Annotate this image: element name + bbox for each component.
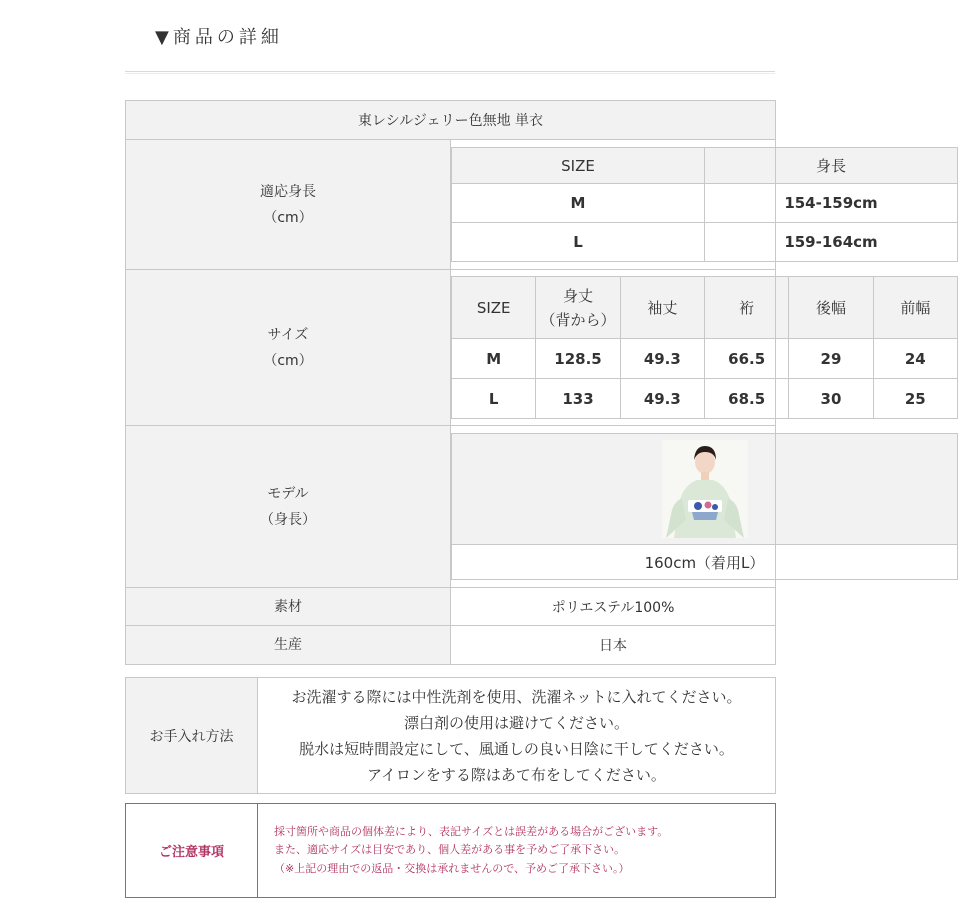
height-label [126,140,451,270]
heading-divider [125,71,775,74]
height-header-size: SIZE [452,148,705,184]
model-table-cell [451,426,776,588]
size-header-length-main: 身丈 [562,286,593,305]
notice-line: （※上記の理由での返品・交換は承れませんので、予めご了承下さい。） [274,861,630,875]
size-header-length-sub: （背から） [540,310,616,329]
notice-label: ご注意事項 [126,804,258,898]
size-cell: 29 [789,339,873,379]
notice-line: 採寸箇所や商品の個体差により、表記サイズとは誤差がある場合がございます。 [274,824,669,838]
size-cell: L [452,379,536,419]
size-cell: M [452,339,536,379]
size-table-cell [451,270,931,426]
model-photo [662,440,748,538]
size-cell: 49.3 [620,379,704,419]
size-cell: 133 [536,379,620,419]
model-label [126,426,451,588]
care-line: 漂白剤の使用は避けてください。 [403,713,629,732]
model-photo-cell [452,434,958,545]
size-table [451,276,958,419]
size-cell: 66.5 [704,339,788,379]
product-detail-table [125,100,931,665]
material-value: ポリエステル100% [451,588,776,626]
section-heading: ▼商品の詳細 [155,27,283,48]
height-row-m-height: 154-159cm [705,184,958,223]
notice-line: また、適応サイズは目安であり、個人差がある事を予めご了承下さい。 [274,843,626,857]
product-name: 東レシルジェリー色無地 単衣 [126,101,776,140]
height-table [451,147,958,262]
care-table [125,677,776,794]
size-label-line1: サイズ [267,326,309,343]
model-figure-illustration [662,440,748,538]
size-header-size: SIZE [452,277,536,339]
height-row-m-size: M [452,184,705,223]
size-header-length [536,277,620,339]
height-table-cell [451,140,878,270]
size-header-sleeve: 袖丈 [620,277,704,339]
model-caption: 160cm（着用L） [452,545,958,580]
height-label-line2: （cm） [263,209,313,226]
size-cell: 128.5 [536,339,620,379]
care-label: お手入れ方法 [126,678,258,794]
notice-text [258,804,776,898]
origin-label: 生産 [126,626,451,665]
height-row-l-size: L [452,223,705,262]
size-cell: 30 [789,379,873,419]
height-label-line1: 適応身長 [260,183,316,200]
size-cell: 68.5 [704,379,788,419]
care-line: お洗濯する際には中性洗剤を使用、洗濯ネットに入れてください。 [291,687,742,706]
care-line: 脱水は短時間設定にして、風通しの良い日陰に干してください。 [299,739,734,758]
size-cell: 24 [873,339,957,379]
height-header-height: 身長 [705,148,958,184]
size-cell: 25 [873,379,957,419]
height-row-l-height: 159-164cm [705,223,958,262]
size-label-line2: （cm） [263,352,313,369]
size-header-back-width: 後幅 [789,277,873,339]
size-header-front-width: 前幅 [873,277,957,339]
size-label [126,270,451,426]
care-line: アイロンをする際はあて布をしてください。 [367,765,666,784]
model-label-line1: モデル [267,485,309,502]
material-label: 素材 [126,588,451,626]
model-label-line2: （身長） [260,511,316,528]
model-table [451,433,958,580]
notice-table [125,803,776,898]
size-cell: 49.3 [620,339,704,379]
size-header-yuki: 裄 [704,277,788,339]
origin-value: 日本 [451,626,776,665]
care-instructions [258,678,776,794]
